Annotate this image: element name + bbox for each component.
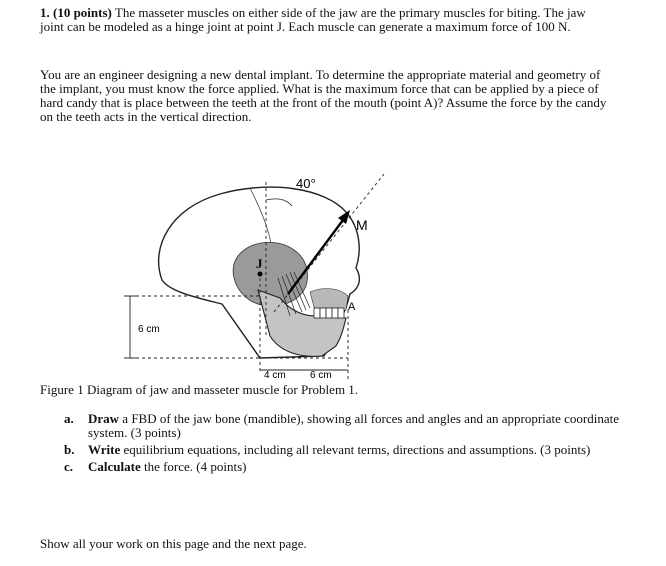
angle-arc [266, 199, 292, 206]
question-text: equilibrium equations, including all relevant terms, directions and assumptions. (3 points) [123, 442, 591, 457]
distance-label-1: 4 cm [264, 370, 286, 381]
question-verb: Draw [88, 411, 120, 426]
distance-label-2: 6 cm [310, 370, 332, 381]
figure-caption: Figure 1 Diagram of jaw and masseter muscle for Problem 1. [40, 382, 359, 397]
question-letter: b. [64, 442, 75, 457]
question-item-a [64, 412, 624, 440]
question-item-c [64, 460, 624, 474]
question-letter: a. [64, 411, 74, 426]
joint-point [258, 272, 263, 277]
jaw-diagram [110, 160, 410, 392]
muscle-force-arrowhead [338, 210, 350, 224]
height-label: 6 cm [138, 324, 160, 335]
problem-intro [40, 6, 608, 34]
question-verb: Calculate [88, 459, 141, 474]
question-list [64, 412, 624, 477]
joint-label: J [256, 256, 263, 271]
problem-number: 1. [40, 5, 50, 20]
problem-points: (10 points) [53, 5, 112, 20]
problem-scenario: You are an engineer designing a new dental implant. To determine the appropriate material and geometry of the implant, you must know the force applied. What is the maximum force that can be applied by a piece of hard candy that is place between the teeth at the front of the mouth (point A)? Assume the force by the candy on the teeth acts in the vertical direction. [40, 67, 607, 124]
question-verb: Write [88, 442, 121, 457]
question-letter: c. [64, 459, 74, 474]
question-text: the force. (4 points) [143, 459, 247, 474]
point-a-label: A [348, 301, 356, 313]
footer-instruction: Show all your work on this page and the next page. [40, 536, 307, 551]
teeth [314, 308, 344, 318]
problem-intro-text: The masseter muscles on either side of the jaw are the primary muscles for biting. The jaw joint can be modeled as a hinge joint at point J. Each muscle can generate a maximum force of 100 N. [40, 5, 586, 34]
question-item-b [64, 443, 624, 457]
angle-label: 40° [296, 176, 316, 191]
question-text: a FBD of the jaw bone (mandible), showing all forces and angles and an appropriate coordinate system. (3 points) [88, 411, 620, 440]
skull-suture [250, 188, 272, 248]
muscle-label: M [356, 217, 368, 233]
